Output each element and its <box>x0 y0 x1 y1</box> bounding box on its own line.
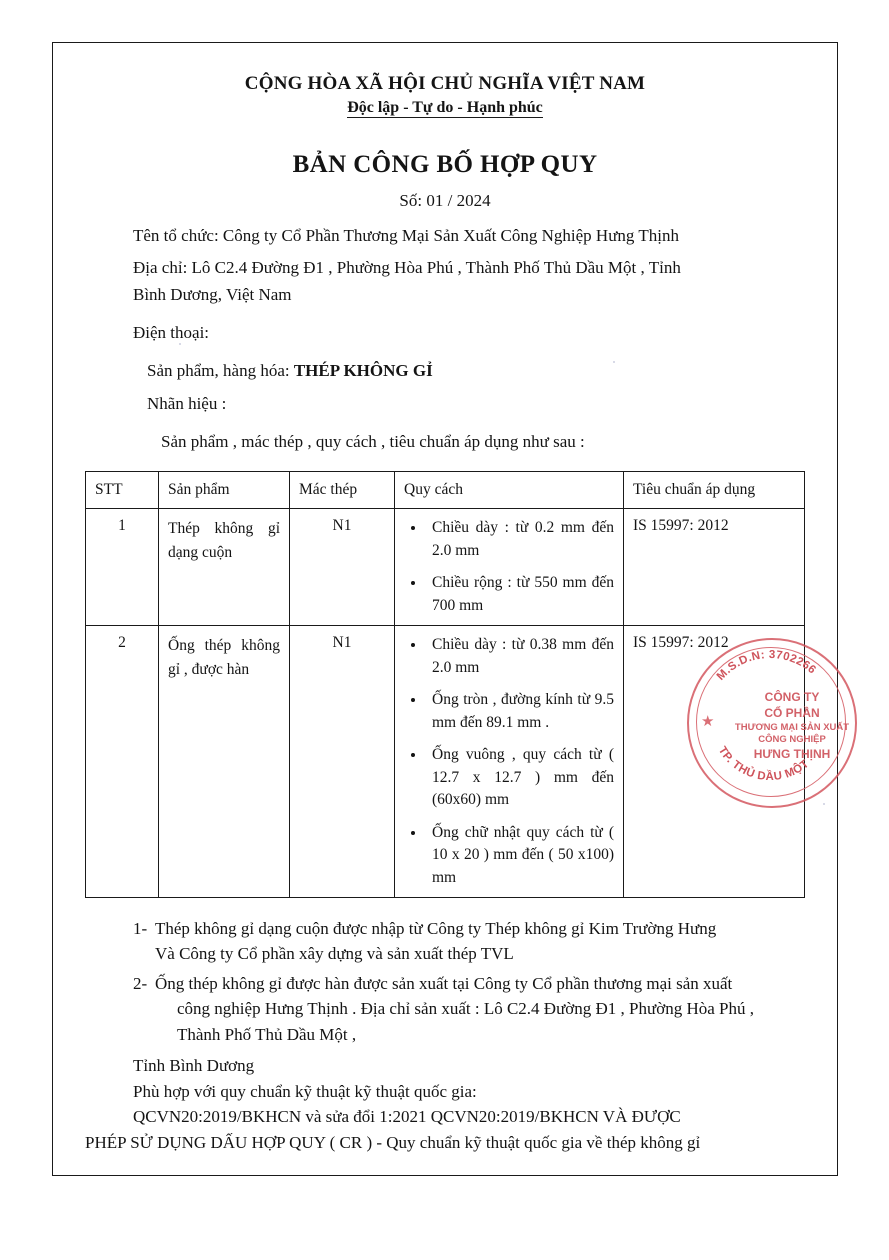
conformity-section <box>85 1053 805 1155</box>
spec-item: • Ống tròn , đường kính từ 9.5 mm đến 89.1 mm . <box>426 689 614 734</box>
col-header-grade: Mác thép <box>290 472 395 509</box>
conformity-line-1: QCVN20:2019/BKHCN và sửa đổi 1:2021 QCVN20:2019/BKHCN VÀ ĐƯỢC <box>133 1107 681 1127</box>
col-header-stt: STT <box>86 472 159 509</box>
brand-line: Nhãn hiệu : <box>147 393 227 413</box>
cell-product: Thép không gỉ dạng cuộn <box>159 509 290 626</box>
document-number: Số: 01 / 2024 <box>399 191 491 210</box>
document-page <box>52 42 850 1176</box>
cell-spec <box>395 626 624 898</box>
stamp-star-icon: ★ <box>701 714 715 730</box>
spec-intro: Sản phẩm , mác thép , quy cách , tiêu chuẩn áp dụng như sau : <box>161 432 585 452</box>
cell-grade: N1 <box>290 626 395 898</box>
scan-speckle <box>613 361 615 363</box>
spec-item: • Ống vuông , quy cách từ ( 12.7 x 12.7 ) mm đến (60x60) mm <box>426 744 614 811</box>
stamp-arc-top-text: M.S.D.N: 3702266 <box>714 648 819 683</box>
spec-item: • Ống chữ nhật quy cách từ ( 10 x 20 ) mm đến ( 50 x100) mm <box>426 822 614 889</box>
page-title: BẢN CÔNG BỐ HỢP QUY <box>292 151 598 178</box>
cell-standard: IS 15997: 2012 <box>624 626 805 898</box>
note-text <box>155 916 805 967</box>
note-item <box>85 916 805 967</box>
spec-item: • Chiều dày : từ 0.2 mm đến 2.0 mm <box>426 517 614 562</box>
note-line: công nghiệp Hưng Thịnh . Địa chỉ sản xuất : Lô C2.4 Đường Đ1 , Phường Hòa Phú , <box>177 999 754 1019</box>
product-value: THÉP KHÔNG GỈ <box>293 361 433 381</box>
product-line <box>85 358 805 384</box>
national-header: CỘNG HÒA XÃ HỘI CHỦ NGHĨA VIỆT NAM <box>244 73 646 94</box>
cell-spec <box>395 509 624 626</box>
province-line: Tỉnh Bình Dương <box>133 1056 255 1076</box>
conformity-label: Phù hợp với quy chuẩn kỹ thuật kỹ thuật quốc gia: <box>133 1081 477 1101</box>
note-item <box>85 971 805 1048</box>
spec-item: • Chiều dày : từ 0.38 mm đến 2.0 mm <box>426 634 614 679</box>
spec-list <box>404 634 614 889</box>
scan-speckle <box>823 803 825 805</box>
note-line: Ống thép không gỉ được hàn được sản xuất tại Công ty Cổ phần thương mại sản xuất <box>155 973 733 993</box>
table-row <box>86 626 805 898</box>
table-row <box>86 509 805 626</box>
document-content <box>53 43 837 1175</box>
note-number: 1- <box>133 918 148 938</box>
spec-item: • Chiều rộng : từ 550 mm đến 700 mm <box>426 572 614 617</box>
note-text <box>155 971 805 1048</box>
scan-speckle <box>179 343 181 345</box>
org-address-line-2: Bình Dương, Việt Nam <box>133 284 292 304</box>
notes-section <box>85 916 805 1048</box>
spec-list <box>404 517 614 617</box>
national-motto: Độc lập - Tự do - Hạnh phúc <box>347 99 543 116</box>
stamp-center-line-2: CỔ PHẦN <box>764 705 820 720</box>
cell-stt: 1 <box>86 509 159 626</box>
note-line: Thép không gỉ dạng cuộn được nhập từ Công ty Thép không gỉ Kim Trường Hưng <box>155 918 717 938</box>
stamp-center-line-3: THƯƠNG MẠI SẢN XUẤT <box>734 721 850 733</box>
col-header-spec: Quy cách <box>395 472 624 509</box>
note-line: Và Công ty Cổ phần xây dựng và sản xuất thép TVL <box>155 944 514 964</box>
stamp-center-line-5: HƯNG THỊNH <box>753 746 831 761</box>
org-name: Tên tổ chức: Công ty Cổ Phần Thương Mại Sản Xuất Công Nghiệp Hưng Thịnh <box>133 226 679 245</box>
stamp-center-line-1: CÔNG TY <box>764 690 820 704</box>
col-header-product: Sản phẩm <box>159 472 290 509</box>
stamp-arc-bottom-text: TP. THỦ DẦU MỘT <box>715 744 812 784</box>
col-header-standard: Tiêu chuẩn áp dụng <box>624 472 805 509</box>
note-line: Thành Phố Thủ Dầu Một , <box>177 1024 357 1044</box>
cell-stt: 2 <box>86 626 159 898</box>
table-header-row <box>86 472 805 509</box>
note-number: 2- <box>133 973 148 993</box>
specification-table <box>85 471 805 898</box>
org-address-line-1: Địa chỉ: Lô C2.4 Đường Đ1 , Phường Hòa Phú , Thành Phố Thủ Dầu Một , Tỉnh <box>133 258 681 278</box>
product-label: Sản phẩm, hàng hóa: <box>147 361 294 381</box>
conformity-line-2: PHÉP SỬ DỤNG DẤU HỢP QUY ( CR ) - Quy chuẩn kỹ thuật quốc gia về thép không gỉ <box>85 1132 701 1152</box>
cell-grade: N1 <box>290 509 395 626</box>
org-phone: Điện thoại: <box>133 323 210 343</box>
cell-standard: IS 15997: 2012 <box>624 509 805 626</box>
stamp-center-line-4: CÔNG NGHIỆP <box>758 734 826 746</box>
cell-product: Ống thép không gỉ , được hàn <box>159 626 290 898</box>
